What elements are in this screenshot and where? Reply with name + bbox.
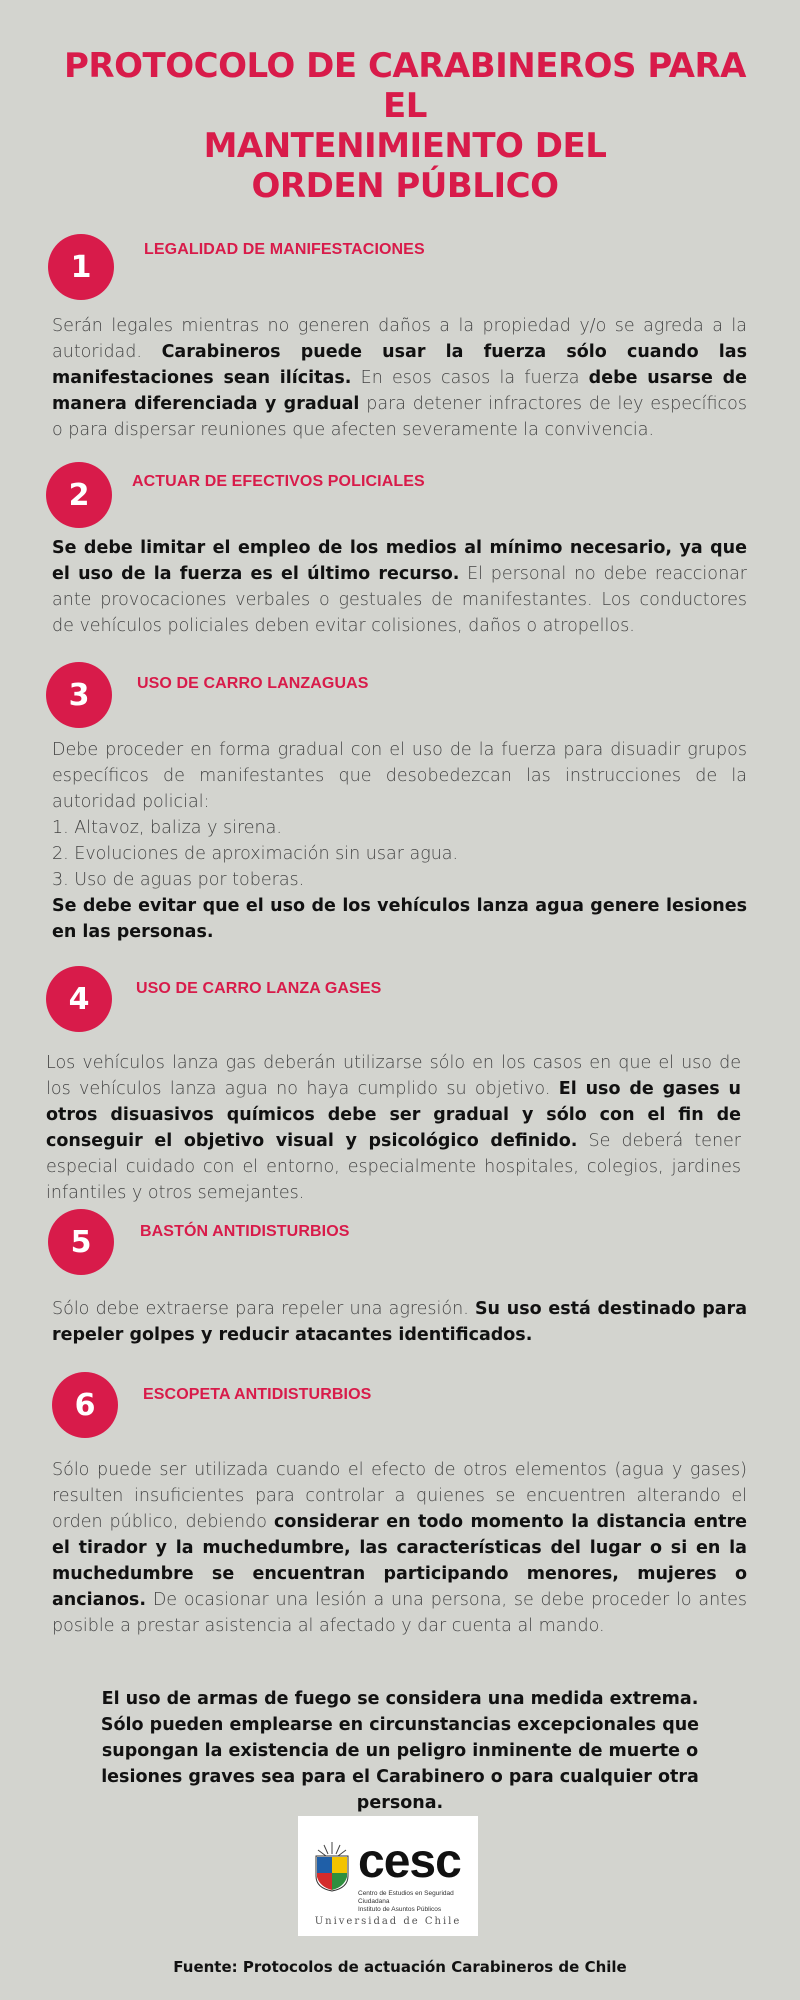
- section-3-text: Debe proceder en forma gradual con el uso de la fuerza para disuadir grupos específicos de manifestantes que desobedezcan las instrucciones de la autoridad policial: 1. Altavoz, baliza y sirena. 2. Evoluciones de aproximación sin usar agua. 3. Uso de aguas por toberas. Se debe evitar que el uso de los vehículos lanza agua genere lesiones en las personas.: [52, 740, 747, 942]
- cesc-logo: [298, 1816, 478, 1936]
- section-6-text: Sólo puede ser utilizada cuando el efecto de otros elementos (agua y gases) resulten insuficientes para controlar a quienes se encuentren alterando el orden público, debiendo considerar en todo momento la distancia entre el tirador y la muchedumbre, las características del lugar o si en la muchedumbre se encuentran participando menores, mujeres o ancianos. De ocasionar una lesión a una persona, se debe proceder lo antes posible a prestar asistencia al afectado y dar cuenta al mando.: [52, 1460, 747, 1636]
- university-crest-icon: [312, 1840, 352, 1892]
- page-title: [40, 46, 770, 206]
- section-4-text: Los vehículos lanza gas deberán utilizarse sólo en los casos en que el uso de los vehículos lanza agua no haya cumplido su objetivo. El uso de gases u otros disuasivos químicos debe ser gradual y sólo con el fin de conseguir el objetivo visual y psicológico definido. Se deberá tener especial cuidado con el entorno, especialmente hospitales, colegios, jardines infantiles y otros semejantes.: [46, 1053, 741, 1203]
- list-item: 2. Evoluciones de aproximación sin usar agua.: [52, 844, 459, 864]
- section-6-title: ESCOPETA ANTIDISTURBIOS: [143, 1386, 372, 1403]
- section-2-number-badge: 2: [46, 462, 112, 528]
- section-4-title: USO DE CARRO LANZA GASES: [136, 980, 382, 997]
- logo-subtitle: Centro de Estudios en Seguridad Ciudadana Instituto de Asuntos Públicos: [358, 1890, 454, 1913]
- closing-statement: El uso de armas de fuego se considera una medida extrema. Sólo pueden emplearse en circunstancias excepcionales que supongan la existencia de un peligro inminente de muerte o lesiones graves sea para el Carabinero o para cualquier otra persona.: [100, 1689, 700, 1813]
- section-5-number-badge: 5: [48, 1209, 114, 1275]
- section-5-text: Sólo debe extraerse para repeler una agresión. Su uso está destinado para repeler golpes y reducir atacantes identificados.: [52, 1299, 747, 1345]
- list-item: 3. Uso de aguas por toberas.: [52, 870, 305, 890]
- logo-wordmark: cesc: [358, 1835, 461, 1888]
- title-line-2: MANTENIMIENTO DEL: [203, 126, 607, 166]
- section-5-title: BASTÓN ANTIDISTURBIOS: [140, 1223, 350, 1240]
- section-1-text: Serán legales mientras no generen daños a la propiedad y/o se agreda a la autoridad. Carabineros puede usar la fuerza sólo cuando las manifestaciones sean ilícitas. En esos casos la fuerza debe usarse de manera diferenciada y gradual para detener infractores de ley específicos o para dispersar reuniones que afecten severamente la convivencia.: [52, 316, 747, 440]
- section-2-text: Se debe limitar el empleo de los medios al mínimo necesario, ya que el uso de la fuerza es el último recurso. El personal no debe reaccionar ante provocaciones verbales o gestuales de manifestantes. Los conductores de vehículos policiales deben evitar colisiones, daños o atropellos.: [52, 538, 747, 636]
- title-line-3: ORDEN PÚBLICO: [251, 166, 559, 206]
- section-6-number-badge: 6: [52, 1372, 118, 1438]
- logo-university: Universidad de Chile: [314, 1916, 462, 1927]
- section-4-number-badge: 4: [46, 966, 112, 1032]
- section-1-title: LEGALIDAD DE MANIFESTACIONES: [144, 241, 425, 258]
- title-line-1: PROTOCOLO DE CARABINEROS PARA EL: [64, 46, 746, 126]
- list-item: 1. Altavoz, baliza y sirena.: [52, 818, 282, 838]
- section-3-title: USO DE CARRO LANZAGUAS: [137, 675, 369, 692]
- section-1-number-badge: 1: [48, 234, 114, 300]
- section-2-title: ACTUAR DE EFECTIVOS POLICIALES: [132, 473, 425, 490]
- section-3-number-badge: 3: [46, 662, 112, 728]
- source-note: Fuente: Protocolos de actuación Carabineros de Chile: [173, 1958, 627, 1976]
